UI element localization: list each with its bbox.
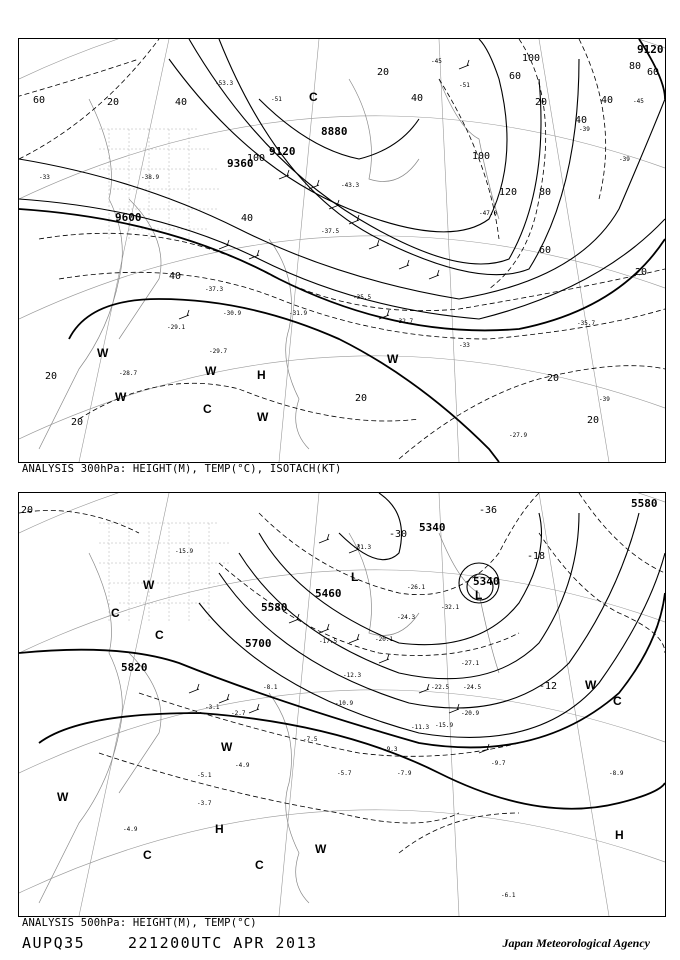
agency-name: Japan Meteorological Agency <box>502 936 650 950</box>
temp-label: -30 <box>389 529 408 540</box>
height-label: 5340 <box>473 575 500 588</box>
temp-label: -35.5 <box>353 294 372 301</box>
temp-label: -4.9 <box>123 826 138 833</box>
height-label: 9360 <box>227 157 254 170</box>
temp-label: -29.1 <box>167 324 186 331</box>
temp-label: -26.1 <box>407 584 426 591</box>
high-marker: H <box>615 828 624 842</box>
cold-marker: C <box>255 858 264 872</box>
temp-label: -51 <box>459 82 470 89</box>
temp-label: -51 <box>271 96 282 103</box>
temp-label: -6.1 <box>501 892 516 899</box>
wind-barbs <box>179 60 469 319</box>
temp-label: 20 <box>21 505 34 516</box>
isotach-label: 20 <box>71 417 84 428</box>
isotach-label: 20 <box>535 97 548 108</box>
isotach-label: 100 <box>247 153 266 164</box>
high-marker: H <box>257 368 266 382</box>
cold-marker: C <box>143 848 152 862</box>
height-contours <box>19 39 665 319</box>
height-label: 9120 <box>637 43 664 56</box>
isotherm-lines <box>19 493 665 853</box>
temp-label: -3.1 <box>205 704 220 711</box>
temp-label: -10.9 <box>335 700 354 707</box>
system-markers <box>97 90 399 424</box>
cold-marker: C <box>111 606 120 620</box>
height-label: 8880 <box>321 125 348 138</box>
warm-marker: W <box>387 352 399 366</box>
height-label: 5460 <box>315 587 342 600</box>
height-label: 5700 <box>245 637 272 650</box>
warm-marker: W <box>257 410 269 424</box>
isotach-label: 40 <box>575 115 588 126</box>
temp-label: -28.7 <box>119 370 138 377</box>
isotach-label: 80 <box>629 61 642 72</box>
analysis-500hpa-map <box>18 492 666 917</box>
cold-marker: C <box>203 402 212 416</box>
low-marker: L <box>351 570 359 584</box>
warm-marker: W <box>585 678 597 692</box>
warm-marker: W <box>315 842 327 856</box>
temp-label: -37.3 <box>205 286 224 293</box>
coastline <box>39 533 499 903</box>
warm-marker: W <box>205 364 217 378</box>
temp-label: -45 <box>633 98 644 105</box>
height-label: 5580 <box>261 601 288 614</box>
temp-label: -38.9 <box>141 174 160 181</box>
temp-label: -4.9 <box>235 762 250 769</box>
temp-label: -39 <box>599 396 610 403</box>
isotach-label: 80 <box>539 187 552 198</box>
caption-500hpa: ANALYSIS 500hPa: HEIGHT(M), TEMP(°C) <box>22 917 257 929</box>
temp-label: -17.5 <box>319 638 338 645</box>
temp-label: -32.7 <box>395 318 414 325</box>
low-marker: L <box>475 588 483 602</box>
height-label: 5580 <box>631 497 658 510</box>
temp-label: -20.1 <box>375 636 394 643</box>
temp-label: -20.9 <box>461 710 480 717</box>
cold-marker: C <box>309 90 318 104</box>
temp-label: -8.9 <box>609 770 624 777</box>
isotach-label: 20 <box>587 415 600 426</box>
height-labels <box>121 497 658 674</box>
isotach-label: 20 <box>635 267 648 278</box>
temp-label: -33 <box>459 342 470 349</box>
temp-label: -29.7 <box>209 348 228 355</box>
temp-label: -22.5 <box>431 684 450 691</box>
height-labels <box>115 43 664 224</box>
temp-label: -36 <box>479 505 498 516</box>
valid-time: 221200UTC APR 2013 <box>128 934 318 952</box>
temp-label: -43.3 <box>341 182 360 189</box>
temp-label: -39 <box>619 156 630 163</box>
map-500hpa-svg <box>19 493 665 916</box>
temp-label: -30.9 <box>223 310 242 317</box>
temp-label: -7.9 <box>397 770 412 777</box>
temp-label: -31.9 <box>289 310 308 317</box>
isotach-label: 40 <box>411 93 424 104</box>
temp-label: -39 <box>579 126 590 133</box>
temp-label: -33 <box>39 174 50 181</box>
temp-label: -53.3 <box>215 80 234 87</box>
temp-label: -45 <box>431 58 442 65</box>
temp-label: -8.1 <box>263 684 278 691</box>
temp-label: -12.3 <box>343 672 362 679</box>
isotach-label: 40 <box>241 213 254 224</box>
isotach-label: 60 <box>647 67 660 78</box>
isotach-label: 40 <box>175 97 188 108</box>
isotach-label: 20 <box>547 373 560 384</box>
warm-marker: W <box>143 578 155 592</box>
temp-label: -11.3 <box>411 724 430 731</box>
temp-label: -15.9 <box>175 548 194 555</box>
map-300hpa-svg <box>19 39 665 462</box>
temp-label: -24.5 <box>463 684 482 691</box>
isotach-label: 40 <box>169 271 182 282</box>
cold-marker: C <box>613 694 622 708</box>
warm-marker: W <box>57 790 69 804</box>
chart-code: AUPQ35 <box>22 934 86 952</box>
temp-label: -9.3 <box>383 746 398 753</box>
temp-label: -24.3 <box>397 614 416 621</box>
temp-label: -5.1 <box>197 772 212 779</box>
isotach-label: 40 <box>601 95 614 106</box>
isotach-label: 60 <box>33 95 46 106</box>
isotach-label: 100 <box>522 53 541 64</box>
temp-label: -27.1 <box>461 660 480 667</box>
warm-marker: W <box>115 390 127 404</box>
isotach-label: 60 <box>539 245 552 256</box>
temp-label: -37.5 <box>321 228 340 235</box>
temp-label: -3.7 <box>197 800 212 807</box>
caption-300hpa: ANALYSIS 300hPa: HEIGHT(M), TEMP(°C), ISOTACH(KT) <box>22 463 342 475</box>
cold-marker: C <box>155 628 164 642</box>
temp-label: -5.7 <box>337 770 352 777</box>
temp-label: -2.7 <box>231 710 246 717</box>
isotach-label: 20 <box>355 393 368 404</box>
temp-label: -35.7 <box>577 320 596 327</box>
analysis-300hpa-map <box>18 38 666 463</box>
temp-label: -31.3 <box>353 544 372 551</box>
warm-marker: W <box>221 740 233 754</box>
warm-marker: W <box>97 346 109 360</box>
isotach-label: 120 <box>499 187 518 198</box>
isotach-label: 20 <box>45 371 58 382</box>
isotach-label: 100 <box>472 151 491 162</box>
isotach-label: 60 <box>509 71 522 82</box>
high-marker: H <box>215 822 224 836</box>
temp-label: -18 <box>527 551 546 562</box>
temp-label: -15.9 <box>435 722 454 729</box>
temp-label: -9.7 <box>491 760 506 767</box>
height-label: 9120 <box>269 145 296 158</box>
temp-label: -12 <box>539 681 558 692</box>
height-label: 9600 <box>115 211 142 224</box>
height-label: 5820 <box>121 661 148 674</box>
isotach-label: 20 <box>107 97 120 108</box>
temp-label: -32.1 <box>441 604 460 611</box>
isotach-label: 20 <box>377 67 390 78</box>
temp-label: -27.9 <box>509 432 528 439</box>
temp-label: -47.0 <box>479 210 498 217</box>
temp-label: -7.5 <box>303 736 318 743</box>
height-label: 5340 <box>419 521 446 534</box>
